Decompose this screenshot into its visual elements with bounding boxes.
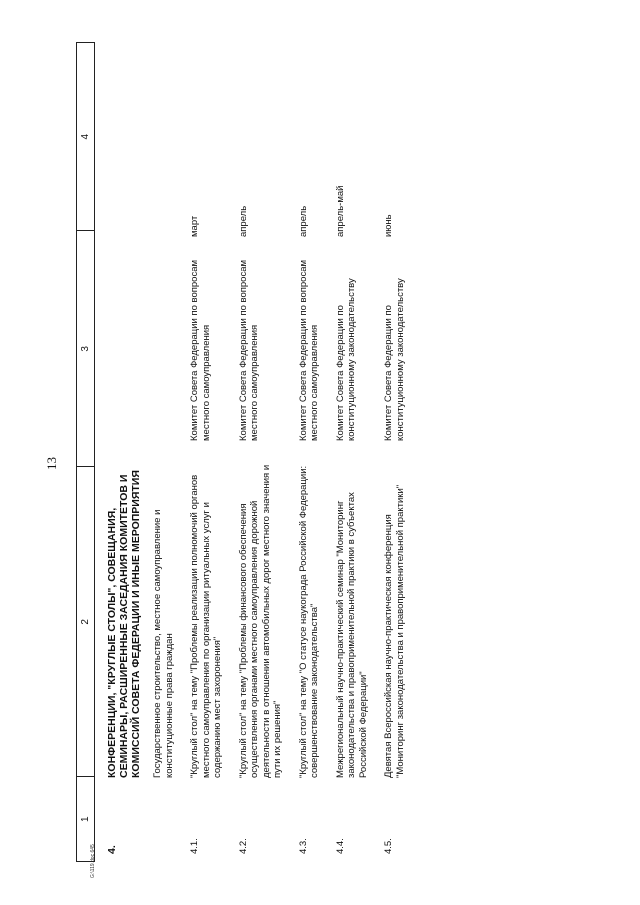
section-title: КОНФЕРЕНЦИИ, "КРУГЛЫЕ СТОЛЫ", СОВЕЩАНИЯ, СЕМИНАРЫ, РАСШИРЕННЫЕ ЗАСЕДАНИЯ КОМИТЕТОВ И КОМИССИЙ СОВЕТА ФЕДЕРАЦИИ И ИНЫЕ МЕРОПРИЯТИЯ xyxy=(106,470,142,778)
row-number: 4.4. xyxy=(334,838,346,854)
row-number: 4.3. xyxy=(297,838,309,854)
row-organizer: Комитет Совета Федерации по конституционному законодательству xyxy=(383,278,406,441)
table-row xyxy=(238,44,284,862)
table-row xyxy=(335,44,370,862)
section-heading xyxy=(106,44,142,862)
page-number: 13 xyxy=(44,457,59,470)
row-organizer: Комитет Совета Федерации по конституционному законодательству xyxy=(334,278,357,441)
section-number: 4. xyxy=(106,845,118,854)
table-header xyxy=(76,42,95,862)
table-row xyxy=(383,44,406,862)
row-organizer: Комитет Совета Федерации по вопросам местного самоуправления xyxy=(297,259,320,441)
header-col-3: 3 xyxy=(77,230,94,466)
header-col-2: 2 xyxy=(77,466,94,776)
row-number: 4.5. xyxy=(383,838,394,854)
header-col-4: 4 xyxy=(80,133,91,140)
table-body xyxy=(106,44,420,862)
table-row xyxy=(298,44,321,862)
row-date: апрель-май xyxy=(334,185,346,237)
row-title: "Круглый стол" на тему "Проблемы реализации полномочий органов местного самоуправления по организации ритуальных услуг и содержанию мест захоронения" xyxy=(189,474,223,778)
row-number: 4.2. xyxy=(237,838,249,854)
rotated-table xyxy=(76,40,606,862)
row-title: Девятая Всероссийская научно-практическая конференция "Мониторинг законодательства и правоприменительной практики" xyxy=(383,484,406,778)
row-date: июнь xyxy=(383,214,394,237)
row-title: "Круглый стол" на тему "Проблемы финансового обеспечения осуществления органами местного самоуправления дорожной деятельности в отношении автомобильных дорог местного значения и пути их решения" xyxy=(237,464,283,778)
row-title: Межрегиональный научно-практический семинар "Мониторинг законодательства и правоприменительной практики в субъектах Российской Федерации" xyxy=(334,492,369,778)
row-title: "Круглый стол" на тему "О статусе наукограда Российской Федерации: совершенствование законодательства" xyxy=(297,465,320,778)
table-row xyxy=(189,44,224,862)
row-date: март xyxy=(189,215,200,237)
row-organizer: Комитет Совета Федерации по вопросам местного самоуправления xyxy=(189,259,212,441)
row-number: 4.1. xyxy=(189,838,200,854)
row-date: апрель xyxy=(237,205,249,237)
footer-code: G:\119.doc 645 xyxy=(90,844,96,878)
row-organizer: Комитет Совета Федерации по вопросам местного самоуправления xyxy=(237,259,260,441)
row-date: апрель xyxy=(297,205,309,237)
subheading: Государственное строительство, местное самоуправление и конституционные права граждан xyxy=(152,509,175,778)
header-col-1: 1 xyxy=(77,776,94,861)
rows-container xyxy=(189,44,406,862)
